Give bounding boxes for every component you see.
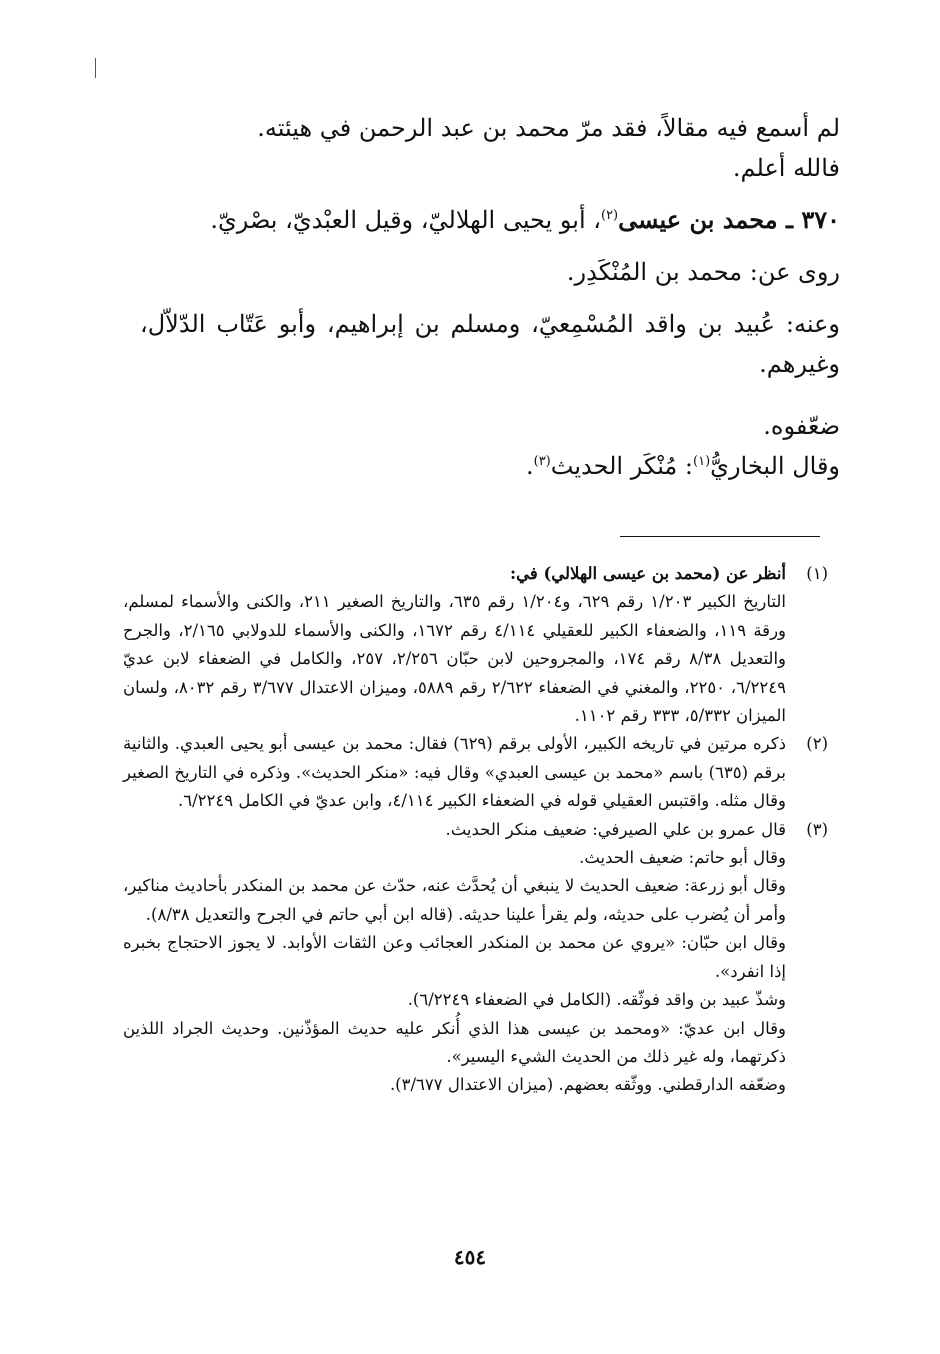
footnote-ref: (٢) [600,208,619,223]
main-text [140,108,840,486]
entry-line [140,200,840,240]
footnote-line: وشذّ عبيد بن واقد فوثّقه. (الكامل في الضعفاء ٦/٢٢٤٩). [407,990,786,1010]
footnote-line: أنظر عن (محمد بن عيسى الهلالي) في: [509,564,786,583]
footnote-1 [123,560,828,730]
bukhari-pre: وقال البخاريُّ [710,452,840,480]
footnote-line: وضعّفه الدارقطني. ووثّقه بعضهم. (ميزان الاعتدال ٣/٦٧٧). [389,1075,786,1095]
footnote-line: قال عمرو بن علي الصيرفي: ضعيف منكر الحديث. [445,819,786,839]
footnote-number: (٢) [806,734,828,754]
footnote-3 [123,816,828,1100]
entry-rest: ، أبو يحيى الهلاليّ، وقيل العبْديّ، بصْريّ. [210,206,601,234]
footnote-line: ذكره مرتين في تاريخه الكبير، الأولى برقم (٦٢٩) فقال: محمد بن عيسى أبو يحيى العبدي. والثانية برقم (٦٣٥) باسم «محمد بن عيسى العبدي» وقال فيه: «منكر الحديث». وذكره في التاريخ الصغير وقال مثله. واقتبس العقيلي قوله في الضعفاء الكبير ٤/١١٤، وابن عديّ في الكامل ٦/٢٢٤٩. [123,734,786,811]
footnotes [123,560,828,1100]
narrators-line: وعنه: عُبيد بن واقد المُسْمِعيّ، ومسلم بن إبراهيم، وأبو عَتّاب الدّلاّل، وغيرهم. [140,310,840,378]
footnote-line: وقال أبو حاتم: ضعيف الحديث. [579,848,786,868]
footnote-line: وقال ابن عديّ: «ومحمد بن عيسى هذا الذي أُنكر عليه حديث المؤذّنين. وحديث الجراد اللذين ذكرتهما، وله غير ذلك من الحديث الشيء اليسير». [123,1018,786,1066]
margin-mark [95,58,96,78]
footnote-separator [620,536,820,537]
main-line-1: لم أسمع فيه مقالاً، فقد مرّ محمد بن عبد الرحمن في هيئته. [257,114,840,142]
bukhari-mid: : مُنْكَر الحديث [550,452,694,480]
bukhari-post: . [525,452,534,480]
footnote-2 [123,730,828,815]
footnote-line: التاريخ الكبير ١/٢٠٣ رقم ٦٢٩، و١/٢٠٤ رقم ٦٣٥، والتاريخ الصغير ٢١١، والكنى والأسماء لمسلم، ورقة ١١٩، والضعفاء الكبير للعقيلي ٤/١١٤ رقم ١٦٧٢، والكنى والأسماء للدولابي ٢/١٦٥، والجرح والتعديل ٨/٣٨ رقم ١٧٤، والمجروحين لابن حبّان ٢/٢٥٦، ٢٥٧، والكامل في الضعفاء لابن عديّ ٦/٢٢٤٩، ٢٢٥٠، والمغني في الضعفاء ٢/٦٢٢ رقم ٥٨٨٩، وميزان الاعتدال ٣/٦٧٧ رقم ٨٠٣٢، ولسان الميزان ٥/٣٣٢، ٣٣٣ رقم ١١٠٢. [123,592,787,726]
footnote-line: وقال أبو زرعة: ضعيف الحديث لا ينبغي أن يُحدَّث عنه، حدّث عن محمد بن المنكدر بأحاديث مناكير، وأمر أن يُضرب على حديثه، ولم يقرأ علينا حديثه. (قاله ابن أبي حاتم في الجرح والتعديل ٨/٣٨). [123,876,786,924]
footnote-ref: (١) [693,454,711,469]
footnote-number: (٣) [806,819,828,839]
page-number: ٤٥٤ [453,1245,487,1269]
weakened-line: ضعّفوه. [763,412,840,440]
narrated-from-line: روى عن: محمد بن المُنْكَدِر. [566,258,840,286]
main-line-2: فالله أعلم. [732,154,840,182]
bukhari-line [140,446,840,486]
entry-heading: ٣٧٠ ـ محمد بن عيسى [618,205,840,234]
footnote-line: وقال ابن حبّان: «يروي عن محمد بن المنكدر العجائب وعن الثقات الأوابد. لا يجوز الاحتجاج بخبره إذا انفرد». [123,933,786,981]
footnote-number: (١) [806,564,828,583]
footnote-ref: (٣) [533,454,551,469]
